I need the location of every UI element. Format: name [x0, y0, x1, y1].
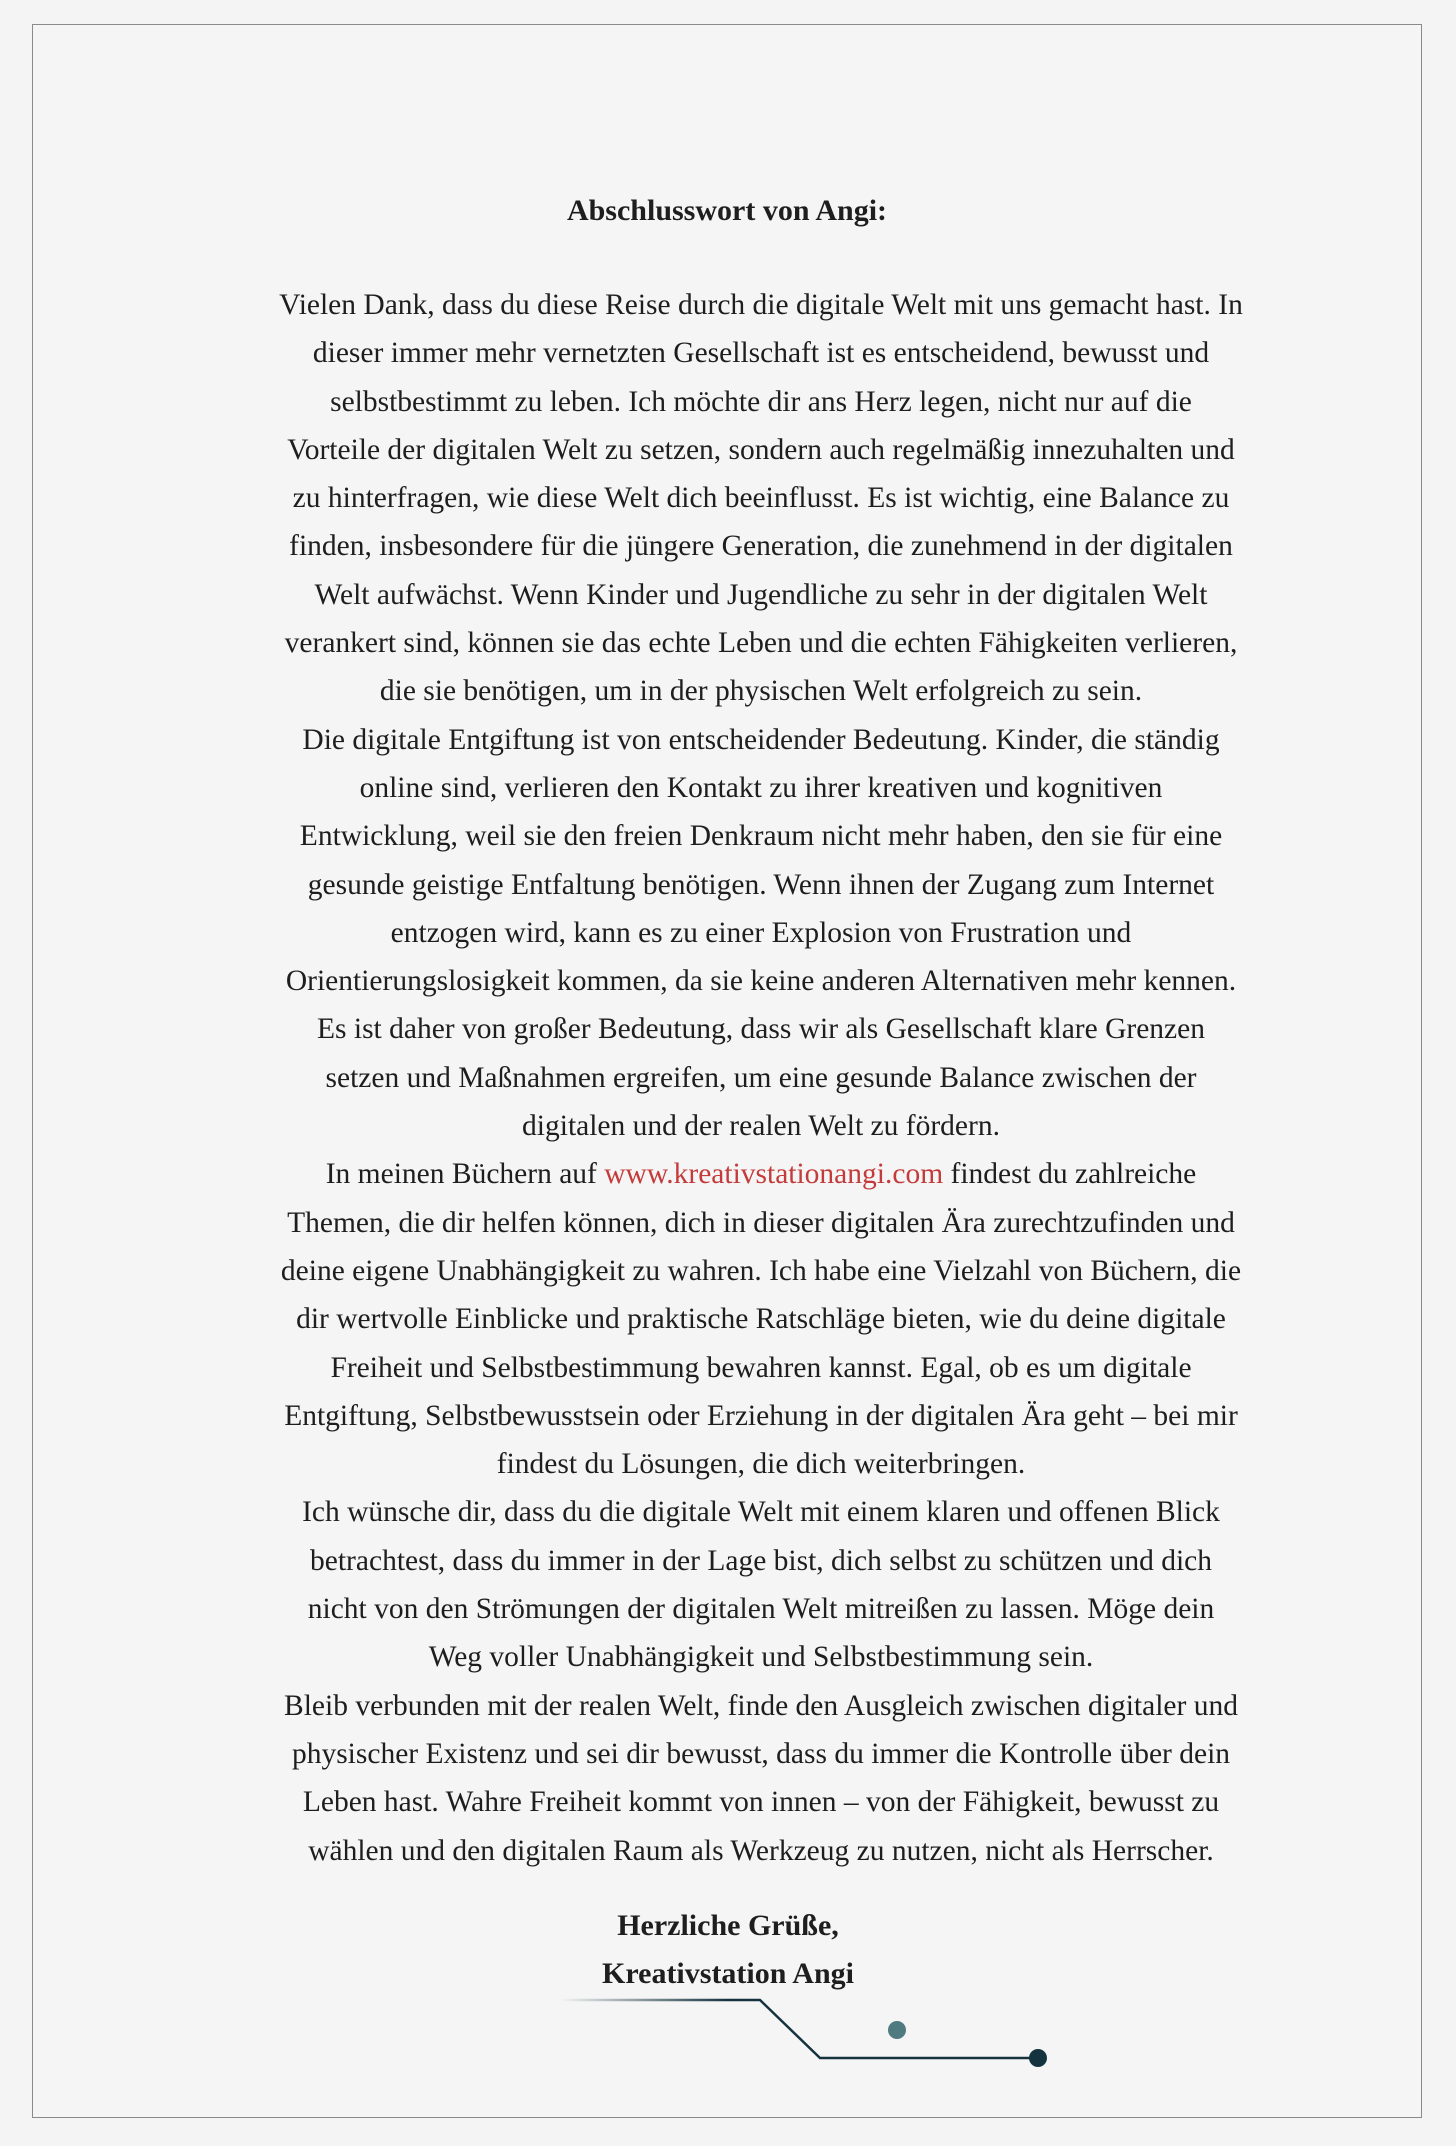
text-line: gesunde geistige Entfaltung benötigen. Wenn ihnen der Zugang zum Internet: [307, 868, 1215, 901]
letter-body: [193, 281, 1329, 1875]
text-line: Welt aufwächst. Wenn Kinder und Jugendliche zu sehr in der digitalen Welt: [314, 578, 1208, 611]
circuit-line-decoration-icon: [550, 1990, 1060, 2070]
link-line-after: findest du zahlreiche: [943, 1158, 1197, 1191]
text-line: zu hinterfragen, wie diese Welt dich beeinflusst. Es ist wichtig, eine Balance zu: [292, 482, 1230, 515]
text-line: Themen, die dir helfen können, dich in dieser digitalen Ära zurechtzufinden und: [287, 1206, 1235, 1239]
text-line: physischer Existenz und sei dir bewusst, dass du immer die Kontrolle über dein: [291, 1737, 1231, 1770]
text-line: finden, insbesondere für die jüngere Generation, die zunehmend in der digitalen: [289, 530, 1233, 563]
text-line: Vorteile der digitalen Welt zu setzen, sondern auch regelmäßig innezuhalten und: [287, 433, 1235, 466]
text-line: online sind, verlieren den Kontakt zu ihrer kreativen und kognitiven: [359, 771, 1163, 804]
paragraph-4: [193, 1488, 1329, 1681]
text-line: nicht von den Strömungen der digitalen Welt mitreißen zu lassen. Möge dein: [307, 1593, 1215, 1626]
website-link[interactable]: www.kreativstationangi.com: [604, 1158, 944, 1191]
text-line: dieser immer mehr vernetzten Gesellschaft ist es entscheidend, bewusst und: [312, 337, 1210, 370]
text-line: Freiheit und Selbstbestimmung bewahren kannst. Egal, ob es um digitale: [330, 1351, 1192, 1384]
text-line: findest du Lösungen, die dich weiterbringen.: [496, 1448, 1026, 1481]
text-line: Ich wünsche dir, dass du die digitale Welt mit einem klaren und offenen Blick: [302, 1496, 1220, 1529]
paragraph-1: [193, 281, 1329, 716]
signature-name: Kreativstation Angi: [602, 1957, 854, 1990]
page-frame: [32, 24, 1422, 2118]
text-line: selbstbestimmt zu leben. Ich möchte dir ans Herz legen, nicht nur auf die: [330, 385, 1192, 418]
text-line: Entgiftung, Selbstbewusstsein oder Erziehung in der digitalen Ära geht – bei mir: [284, 1399, 1238, 1432]
text-line: verankert sind, können sie das echte Leben und die echten Fähigkeiten verlieren,: [284, 627, 1238, 660]
text-line: die sie benötigen, um in der physischen Welt erfolgreich zu sein.: [379, 675, 1143, 708]
text-line: Leben hast. Wahre Freiheit kommt von innen – von der Fähigkeit, bewusst zu: [302, 1786, 1220, 1819]
text-line: Vielen Dank, dass du diese Reise durch die digitale Welt mit uns gemacht hast. In: [279, 289, 1243, 321]
paragraph-3: [193, 1150, 1329, 1488]
text-line: digitalen und der realen Welt zu fördern.: [522, 1110, 1000, 1143]
text-line: betrachtest, dass du immer in der Lage bist, dich selbst zu schützen und dich: [310, 1544, 1212, 1577]
page-title: Abschlusswort von Angi:: [566, 194, 888, 227]
text-line: Die digitale Entgiftung ist von entscheidender Bedeutung. Kinder, die ständig: [302, 723, 1220, 756]
text-line: Entwicklung, weil sie den freien Denkraum nicht mehr haben, den sie für eine: [299, 820, 1223, 853]
circuit-node-mid: [888, 2021, 906, 2039]
text-line: Orientierungslosigkeit kommen, da sie keine anderen Alternativen mehr kennen.: [285, 965, 1237, 998]
text-line: Es ist daher von großer Bedeutung, dass wir als Gesellschaft klare Grenzen: [317, 1013, 1205, 1046]
signature: [0, 1902, 1456, 1998]
text-line: deine eigene Unabhängigkeit zu wahren. Ich habe eine Vielzahl von Büchern, die: [280, 1254, 1242, 1287]
signature-greeting: Herzliche Grüße,: [617, 1909, 839, 1942]
text-line: wählen und den digitalen Raum als Werkzeug zu nutzen, nicht als Herrscher.: [308, 1834, 1214, 1867]
paragraph-2: [193, 716, 1329, 1151]
circuit-node-dark: [1029, 2049, 1047, 2067]
text-line: setzen und Maßnahmen ergreifen, um eine gesunde Balance zwischen der: [325, 1061, 1197, 1094]
text-line: Bleib verbunden mit der realen Welt, finde den Ausgleich zwischen digitaler und: [284, 1689, 1238, 1722]
text-line: Weg voller Unabhängigkeit und Selbstbestimmung sein.: [428, 1641, 1094, 1674]
text-line: dir wertvolle Einblicke und praktische Ratschläge bieten, wie du deine digitale: [296, 1303, 1226, 1336]
text-line: entzogen wird, kann es zu einer Explosion von Frustration und: [390, 916, 1132, 949]
link-line-before: In meinen Büchern auf: [325, 1158, 605, 1191]
paragraph-5: [193, 1682, 1329, 1875]
